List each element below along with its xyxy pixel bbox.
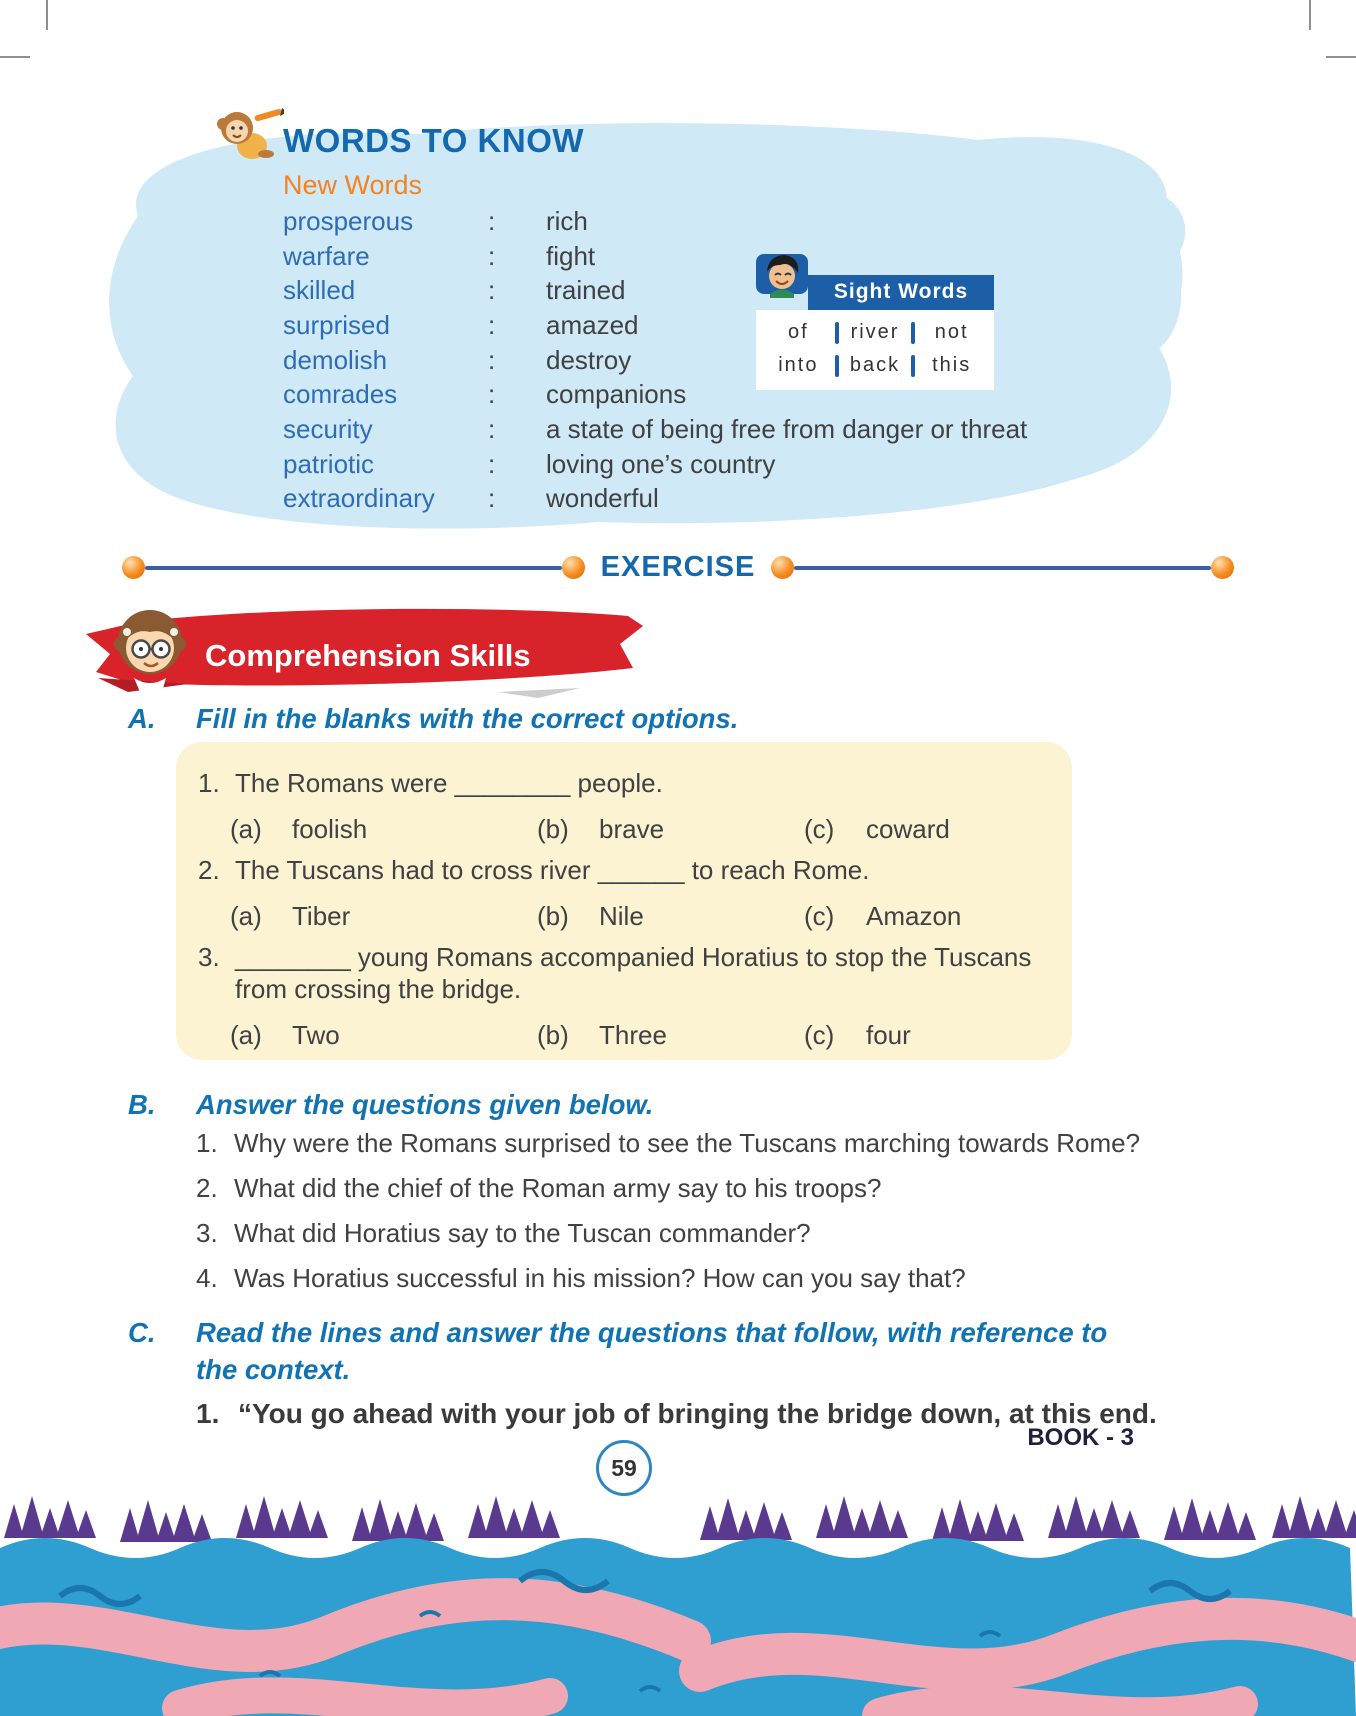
question	[196, 1173, 1140, 1204]
section-a-heading	[128, 700, 738, 737]
word-meaning: companions	[546, 379, 687, 410]
new-word: warfare	[283, 240, 370, 271]
option-key: (b)	[537, 814, 569, 845]
section-c-quote	[196, 1398, 1157, 1430]
words-to-know-title: WORDS TO KNOW	[283, 122, 585, 159]
question-number: 2.	[198, 855, 220, 886]
new-word: extraordinary	[283, 483, 435, 514]
options-row	[230, 814, 1052, 845]
section-b-heading	[128, 1086, 653, 1123]
footer-wave-art	[0, 1486, 1356, 1716]
exercise-title: EXERCISE	[600, 551, 756, 583]
page-number-badge	[596, 1440, 652, 1496]
question	[198, 768, 1052, 799]
section-label: B.	[128, 1089, 156, 1120]
word-entry	[283, 447, 1027, 482]
option-text: Amazon	[866, 901, 962, 932]
word-meaning: trained	[546, 275, 626, 306]
options-row	[230, 1020, 1052, 1051]
word-meaning: a state of being free from danger or threat	[546, 413, 1028, 444]
word-meaning: amazed	[546, 309, 639, 340]
question	[198, 942, 1052, 1004]
section-heading-text: Fill in the blanks with the correct options.	[196, 703, 739, 734]
question-number: 3.	[196, 1218, 218, 1248]
question	[196, 1128, 1140, 1159]
new-word: surprised	[283, 309, 390, 340]
new-word: skilled	[283, 275, 356, 306]
option-text: four	[866, 1019, 911, 1050]
sight-word: of	[787, 321, 809, 343]
fill-blanks-box	[176, 742, 1072, 1060]
quote-text: “You go ahead with your job of bringing the bridge down, at this end.	[238, 1398, 1157, 1429]
sight-word: river	[850, 321, 900, 343]
sight-words-header	[756, 248, 994, 310]
section-label: A.	[128, 703, 156, 734]
question-text: What did the chief of the Roman army say to his troops?	[234, 1173, 882, 1203]
sight-words-row	[762, 316, 988, 349]
sight-word: this	[932, 354, 972, 376]
new-word: patriotic	[283, 448, 375, 479]
new-word: comrades	[283, 379, 398, 410]
word-entry	[283, 412, 1027, 447]
question-number: 1.	[196, 1398, 220, 1429]
crop-mark	[1326, 56, 1356, 58]
colon: :	[488, 309, 496, 340]
colon: :	[488, 205, 496, 236]
word-entry	[283, 204, 1027, 239]
new-word: security	[283, 413, 373, 444]
option-text: brave	[599, 814, 665, 845]
divider-line	[145, 566, 562, 570]
orange-ball-icon	[771, 556, 794, 579]
options-row	[230, 901, 1052, 932]
crop-mark	[0, 56, 30, 58]
new-word: demolish	[283, 344, 388, 375]
page-number: 59	[611, 1454, 637, 1481]
word-meaning: fight	[546, 240, 596, 271]
option-key: (a)	[230, 814, 262, 845]
option-key: (c)	[804, 814, 835, 845]
comprehension-girl-icon	[100, 592, 200, 696]
option-text: Two	[292, 1019, 340, 1050]
orange-ball-icon	[122, 556, 145, 579]
option-text: Nile	[599, 901, 644, 932]
word-meaning: wonderful	[546, 483, 659, 514]
colon: :	[488, 344, 496, 375]
option-text: foolish	[292, 814, 368, 845]
option-key: (a)	[230, 1019, 262, 1050]
option-text: coward	[866, 814, 950, 845]
question-text: What did Horatius say to the Tuscan commander?	[234, 1218, 811, 1248]
crop-mark	[1309, 0, 1311, 30]
orange-ball-icon	[562, 556, 585, 579]
sight-words-box	[756, 248, 994, 390]
question-number: 2.	[196, 1173, 218, 1203]
question-text: The Tuscans had to cross river ______ to reach Rome.	[235, 855, 870, 886]
option-key: (c)	[804, 1019, 835, 1050]
option-key: (b)	[537, 901, 569, 932]
sight-words-boy-icon	[756, 248, 808, 310]
option-key: (b)	[537, 1019, 569, 1050]
word-meaning: destroy	[546, 344, 632, 375]
question-number: 4.	[196, 1263, 218, 1293]
option-text: Tiber	[292, 901, 351, 932]
sight-word: back	[849, 354, 901, 376]
divider-line	[794, 566, 1211, 570]
sight-words-list	[756, 310, 994, 390]
new-word: prosperous	[283, 205, 414, 236]
sight-word: into	[778, 354, 819, 376]
crop-mark	[46, 0, 48, 30]
sight-words-row	[762, 349, 988, 382]
option-key: (c)	[804, 901, 835, 932]
colon: :	[488, 448, 496, 479]
comprehension-title: Comprehension Skills	[205, 638, 531, 673]
colon: :	[488, 275, 496, 306]
question	[198, 855, 1052, 886]
question-number: 3.	[198, 942, 220, 973]
section-b-questions	[196, 1128, 1140, 1308]
colon: :	[488, 483, 496, 514]
option-key: (a)	[230, 901, 262, 932]
section-heading-text: Read the lines and answer the questions that follow, with reference to the context.	[196, 1317, 1108, 1386]
option-text: Three	[599, 1019, 667, 1050]
book-label: BOOK - 3	[1027, 1424, 1134, 1451]
word-entry	[283, 482, 1027, 517]
section-heading-text: Answer the questions given below.	[196, 1089, 654, 1120]
question-number: 1.	[196, 1128, 218, 1158]
sight-words-title: Sight Words	[808, 275, 994, 310]
word-meaning: rich	[546, 205, 588, 236]
exercise-divider	[122, 551, 1234, 584]
question-text: ________ young Romans accompanied Horatius to stop the Tuscans from crossing the bridge.	[235, 942, 1032, 1004]
question-text: Was Horatius successful in his mission? How can you say that?	[234, 1263, 966, 1293]
question	[196, 1263, 1140, 1294]
section-c-heading	[128, 1314, 1138, 1388]
section-label: C.	[128, 1317, 156, 1348]
word-meaning: loving one’s country	[546, 448, 776, 479]
question-text: The Romans were ________ people.	[235, 768, 663, 798]
question-number: 1.	[198, 768, 220, 798]
colon: :	[488, 413, 496, 444]
colon: :	[488, 240, 496, 271]
colon: :	[488, 379, 496, 410]
monkey-pencil-icon	[210, 102, 284, 164]
new-words-subtitle: New Words	[283, 170, 423, 200]
orange-ball-icon	[1211, 556, 1234, 579]
question-text: Why were the Romans surprised to see the Tuscans marching towards Rome?	[234, 1128, 1141, 1158]
sight-word: not	[934, 321, 969, 343]
question	[196, 1218, 1140, 1249]
